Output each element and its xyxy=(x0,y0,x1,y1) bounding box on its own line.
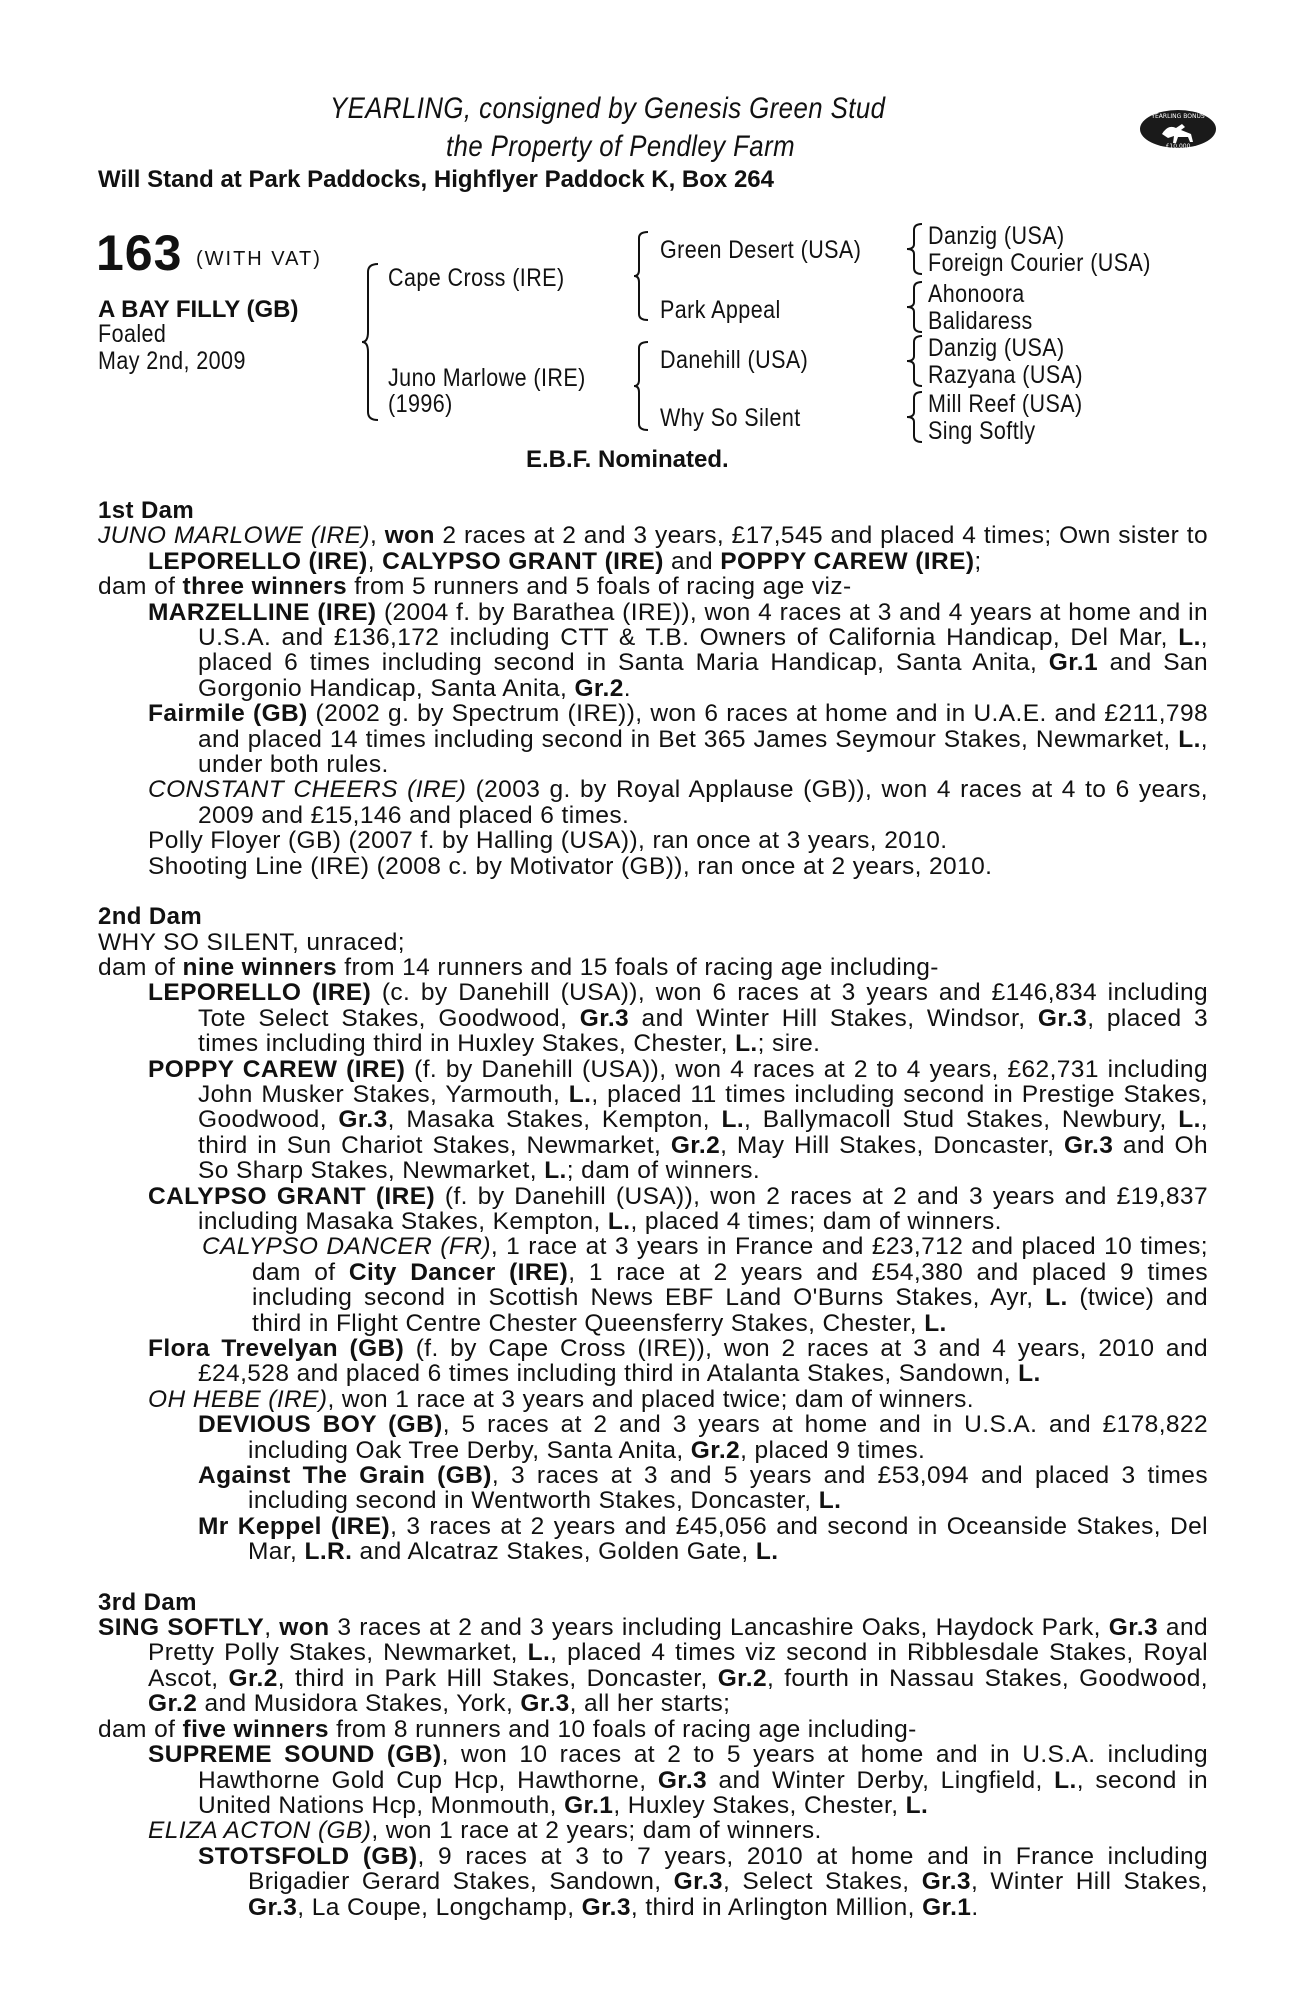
produce-entry: OH HEBE (IRE), won 1 race at 3 years and placed twice; dam of winners. xyxy=(148,1385,974,1413)
produce-entry: LEPORELLO (IRE) (c. by Danehill (USA)), won 6 races at 3 years and £146,834 including Tote Select Stakes, Goodwood, Gr.3 and Winter Hill Stakes, Windsor, Gr.3, placed 3 times including third in Huxley Stakes, Chester, L.; sire. xyxy=(148,979,1208,1058)
produce-entry: Fairmile (GB) (2002 g. by Spectrum (IRE)), won 6 races at home and in U.A.E. and £211,798 and placed 14 times including second in Bet 365 James Seymour Stakes, Newmarket, L., under both rules. xyxy=(148,700,1208,779)
pedigree-brace-gen3-3 xyxy=(904,334,924,393)
badge-bottom-text: £10,000 xyxy=(1165,143,1191,150)
foaled-label: Foaled xyxy=(98,320,167,348)
first-dam-produce-summary: dam of three winners from 5 runners and 5 foals of racing age viz- xyxy=(98,573,852,601)
third-dam-produce-summary: dam of five winners from 8 runners and 10 foals of racing age including- xyxy=(98,1715,917,1743)
sire-sire-sire: Danzig (USA) xyxy=(928,222,1065,250)
location-line: Will Stand at Park Paddocks, Highflyer Paddock K, Box 264 xyxy=(98,166,774,193)
produce-entry: Shooting Line (IRE) (2008 c. by Motivator (GB)), ran once at 2 years, 2010. xyxy=(148,852,993,880)
sire: Cape Cross (IRE) xyxy=(388,264,565,292)
produce-entry: MARZELLINE (IRE) (2004 f. by Barathea (IRE)), won 4 races at 3 and 4 years at home and in U.S.A. and £136,172 including CTT & T.B. Owners of California Handicap, Del Mar, L., placed 6 times including second in Santa Maria Handicap, Santa Anita, Gr.1 and San Gorgonio Handicap, Santa Anita, Gr.2. xyxy=(148,598,1208,702)
sire-sire-dam: Foreign Courier (USA) xyxy=(928,249,1151,277)
horse-name: A BAY FILLY (GB) xyxy=(98,296,299,323)
second-dam-section xyxy=(98,904,1208,1565)
first-dam-heading: 1st Dam xyxy=(98,497,195,524)
pedigree-brace-gen3-1 xyxy=(904,222,924,281)
grand-produce-entry: CALYPSO DANCER (FR), 1 race at 3 years in France and £23,712 and placed 10 times; dam of City Dancer (IRE), 1 race at 2 years and £54,380 and placed 9 times including second in Scottish News EBF Land O'Burns Stakes, Ayr, L. (twice) and third in Flight Centre Chester Queensferry Stakes, Chester, L. xyxy=(202,1233,1209,1337)
pedigree-brace-main xyxy=(360,262,380,427)
yearling-bonus-logo xyxy=(1138,104,1218,159)
produce-entry: CONSTANT CHEERS (IRE) (2003 g. by Royal Applause (GB)), won 4 races at 4 to 6 years, 2009 and £15,146 and placed 6 times. xyxy=(148,776,1208,829)
third-dam-section xyxy=(98,1590,1208,1920)
dam-dam-sire: Mill Reef (USA) xyxy=(928,390,1083,418)
sire-dam-sire: Ahonoora xyxy=(928,280,1025,308)
pedigree-brace-sire xyxy=(632,230,650,327)
sire-sire: Green Desert (USA) xyxy=(660,236,862,264)
ebf-nominated: E.B.F. Nominated. xyxy=(526,446,729,473)
produce-entry: Flora Trevelyan (GB) (f. by Cape Cross (IRE)), won 2 races at 3 and 4 years, 2010 and £24,528 and placed 6 times including third in Atalanta Stakes, Sandown, L. xyxy=(148,1335,1208,1388)
dam-year: (1996) xyxy=(388,390,453,418)
foaled-date: May 2nd, 2009 xyxy=(98,347,246,375)
produce-entry: CALYPSO GRANT (IRE) (f. by Danehill (USA)), won 2 races at 2 and 3 years and £19,837 including Masaka Stakes, Kempton, L., placed 4 times; dam of winners. xyxy=(148,1182,1208,1235)
dam-sire-sire: Danzig (USA) xyxy=(928,334,1065,362)
first-dam-section xyxy=(98,498,1208,879)
grand-produce-entry: STOTSFOLD (GB), 9 races at 3 to 7 years, 2010 at home and in France including Brigadier Gerard Stakes, Sandown, Gr.3, Select Stakes, Gr.3, Winter Hill Stakes, Gr.3, La Coupe, Longchamp, Gr.3, third in Arlington Million, Gr.1. xyxy=(198,1842,1209,1921)
consignor-line: YEARLING, consigned by Genesis Green Stud xyxy=(330,92,886,125)
dam-dam: Why So Silent xyxy=(660,404,801,432)
pedigree-brace-dam xyxy=(632,340,650,437)
grand-produce-entry: DEVIOUS BOY (GB), 5 races at 2 and 3 years at home and in U.S.A. and £178,822 including Oak Tree Derby, Santa Anita, Gr.2, placed 9 times. xyxy=(198,1411,1208,1464)
second-dam-produce-summary: dam of nine winners from 14 runners and 15 foals of racing age including- xyxy=(98,953,939,981)
second-dam-heading: 2nd Dam xyxy=(98,903,203,931)
dam-sire: Danehill (USA) xyxy=(660,346,809,374)
third-dam-heading: 3rd Dam xyxy=(98,1588,197,1616)
pedigree-brace-gen3-2 xyxy=(904,280,924,339)
catalogue-body xyxy=(98,498,1208,1920)
sire-dam-dam: Balidaress xyxy=(928,307,1033,335)
grand-produce-entry: Mr Keppel (IRE), 3 races at 2 years and £45,056 and second in Oceanside Stakes, Del Mar, L.R. and Alcatraz Stakes, Golden Gate, L. xyxy=(198,1512,1208,1566)
grand-produce-entry: Against The Grain (GB), 3 races at 3 and 5 years and £53,094 and placed 3 times including second in Wentworth Stakes, Doncaster, L. xyxy=(198,1462,1208,1515)
produce-entry: Polly Floyer (GB) (2007 f. by Halling (USA)), ran once at 3 years, 2010. xyxy=(148,827,948,855)
lot-number: 163 xyxy=(96,225,183,281)
dam-dam-dam: Sing Softly xyxy=(928,417,1036,445)
dam-sire-dam: Razyana (USA) xyxy=(928,361,1083,389)
pedigree-brace-gen3-4 xyxy=(904,390,924,449)
third-dam-record: SING SOFTLY, won 3 races at 2 and 3 years including Lancashire Oaks, Haydock Park, Gr.3 and Pretty Polly Stakes, Newmarket, L., placed 4 times viz second in Ribblesdale Stakes, Royal Ascot, Gr.2, third in Park Hill Stakes, Doncaster, Gr.2, fourth in Nassau Stakes, Goodwood, Gr.2 and Musidora Stakes, York, Gr.3, all her starts; xyxy=(98,1614,1208,1718)
produce-entry: SUPREME SOUND (GB), won 10 races at 2 to 5 years at home and in U.S.A. including Hawthorne Gold Cup Hcp, Hawthorne, Gr.3 and Winter Derby, Lingfield, L., second in United Nations Hcp, Monmouth, Gr.1, Huxley Stakes, Chester, L. xyxy=(148,1741,1208,1819)
produce-entry: ELIZA ACTON (GB), won 1 race at 2 years; dam of winners. xyxy=(148,1817,822,1845)
badge-top-text: YEARLING BONUS xyxy=(1151,113,1205,120)
first-dam-record: JUNO MARLOWE (IRE), won 2 races at 2 and 3 years, £17,545 and placed 4 times; Own sister to LEPORELLO (IRE), CALYPSO GRANT (IRE) and POPPY CAREW (IRE); xyxy=(98,522,1208,575)
second-dam-record: WHY SO SILENT, unraced; xyxy=(98,928,405,956)
vat-label: (WITH VAT) xyxy=(196,248,322,270)
produce-entry: POPPY CAREW (IRE) (f. by Danehill (USA)), won 4 races at 2 to 4 years, £62,731 including John Musker Stakes, Yarmouth, L., placed 11 times including second in Prestige Stakes, Goodwood, Gr.3, Masaka Stakes, Kempton, L., Ballymacoll Stud Stakes, Newbury, L., third in Sun Chariot Stakes, Newmarket, Gr.2, May Hill Stakes, Doncaster, Gr.3 and Oh So Sharp Stakes, Newmarket, L.; dam of winners. xyxy=(148,1055,1208,1185)
dam: Juno Marlowe (IRE) xyxy=(388,364,586,392)
sire-dam: Park Appeal xyxy=(660,296,781,324)
property-line: the Property of Pendley Farm xyxy=(446,130,796,163)
